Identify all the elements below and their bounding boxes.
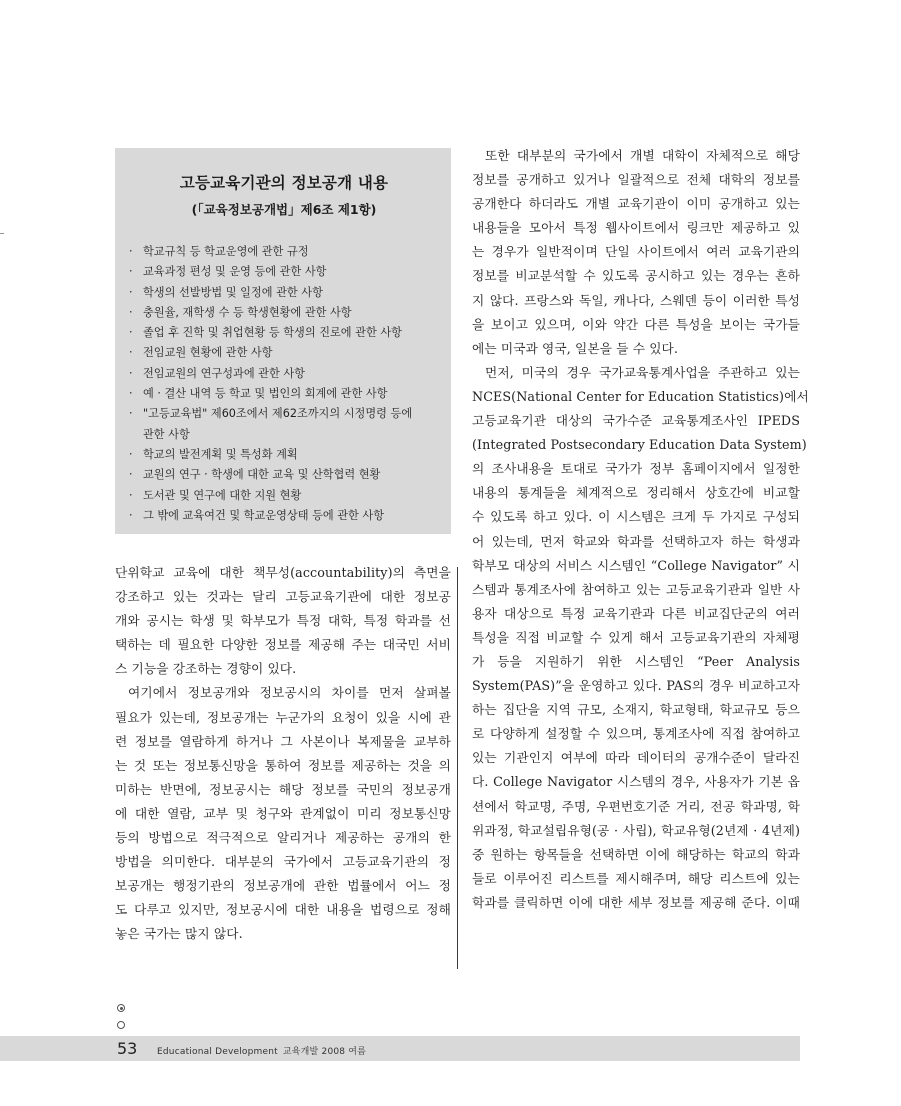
body-text-line: 는 것 또는 정보통신망을 통하여 정보를 제공하는 것을 의: [115, 757, 451, 773]
body-text-line: 개와 공시는 학생 및 학부모가 특정 대학, 특정 학과를 선: [115, 613, 451, 629]
sidebox-item-text: 도서관 및 연구에 대한 지원 현황: [143, 488, 302, 502]
bullet-marker: ·: [129, 508, 133, 522]
body-text-line: 방법을 의미한다. 대부분의 국가에서 고등교육기관의 정: [115, 854, 451, 870]
body-text-line: 수 있도록 하고 있다. 이 시스템은 크게 두 가지로 구성되: [472, 509, 800, 525]
body-text-line: (Integrated Postsecondary Education Data System): [472, 437, 807, 453]
body-text-line: 에는 미국과 영국, 일본을 들 수 있다.: [472, 340, 679, 356]
bullet-marker: ·: [129, 305, 133, 319]
body-text-line: 하는 집단을 지역 규모, 소재지, 학교형태, 학교규모 등으: [472, 702, 800, 718]
bullet-marker: ·: [129, 326, 133, 340]
body-text-line: 단위학교 교육에 대한 책무성(accountability)의 측면을: [115, 565, 451, 580]
bullet-marker: ·: [129, 447, 133, 461]
body-text-line: 공개한다 하더라도 개별 교육기관이 이미 공개하고 있는: [472, 196, 800, 212]
bullet-marker: ·: [129, 387, 133, 401]
body-text-line: 내용의 통계들을 체계적으로 정리해서 상호간에 비교할: [472, 485, 800, 501]
sidebox-item-text: 그 밖에 교육여건 및 학교운영상태 등에 관한 사항: [143, 508, 385, 522]
sidebox-list-item: [129, 343, 439, 363]
bullet-marker: ·: [129, 245, 133, 258]
body-text-line: 필요가 있는데, 정보공개는 누군가의 요청이 있을 시에 관: [115, 709, 451, 725]
left-column: [115, 561, 451, 947]
sidebox-list-item: [129, 404, 439, 445]
sidebox-item-text: 학생의 선발방법 및 일정에 관한 사항: [143, 285, 323, 299]
footer-bar: [0, 1036, 800, 1061]
sidebox-item-text: 전임교원 현황에 관한 사항: [143, 346, 273, 360]
right-column: [472, 144, 809, 915]
body-text-line: 있는 기관인지 여부에 따라 데이터의 공개수준이 달라진: [472, 750, 800, 766]
sidebox-item-text: 전임교원의 연구성과에 관한 사항: [143, 366, 305, 380]
sidebox-list-item: [129, 242, 439, 262]
body-text-line: 미하는 반면에, 정보공시는 해당 정보를 국민의 정보공개: [115, 781, 451, 797]
body-text-line: 련 정보를 열람하게 하거나 그 사본이나 복제물을 교부하: [115, 733, 451, 749]
body-text-line: 어 있는데, 먼저 학교와 학과를 선택하고자 하는 학생과: [472, 533, 800, 549]
body-text-line: 위과정, 학교설립유형(공 · 사립), 학교유형(2년제 · 4년제): [472, 822, 800, 838]
body-text-line: 보공개는 행정기관의 정보공개에 관한 법률에서 어느 정: [115, 878, 451, 894]
sidebox-list: [129, 242, 439, 526]
body-text-line: 도 다루고 있지만, 정보공시에 대한 내용을 법령으로 정해: [115, 902, 451, 918]
sidebox-item-text: 학교의 발전계획 및 특성화 계획: [143, 447, 298, 461]
sidebox-list-item: [129, 465, 439, 485]
sidebox-item-text: "고등교육법" 제60조에서 제62조까지의 시정명령 등에: [143, 407, 413, 421]
journal-name-ko: 교육개발 2008 여름: [282, 1047, 367, 1057]
body-text-line: 여기에서 정보공개와 정보공시의 차이를 먼저 살펴볼: [128, 685, 451, 701]
bullet-marker: ·: [129, 285, 133, 299]
body-text-line: 스템과 통계조사에 참여하고 있는 고등교육기관과 일반 사: [472, 581, 800, 597]
sidebox-list-item: [129, 262, 439, 282]
bullet-marker: ·: [129, 366, 133, 380]
body-text-line: 션에서 학교명, 주명, 우편번호기준 거리, 전공 학과명, 학: [472, 798, 800, 814]
sidebox-title: 고등교육기관의 정보공개 내용: [179, 174, 389, 192]
body-text-line: 가 등을 지원하기 위한 시스템인 “Peer Analysis: [472, 653, 800, 669]
sidebox-list-item: [129, 303, 439, 323]
page-edge-mark: [0, 233, 4, 234]
body-text-line: 용자 대상으로 특정 교육기관과 다른 비교집단군의 여러: [472, 605, 800, 621]
body-text-line: 는 경우가 일반적이며 단일 사이트에서 여러 교육기관의: [472, 244, 800, 260]
bullet-marker: ·: [129, 407, 133, 421]
bullet-marker: ·: [129, 488, 133, 502]
sidebox-item-text: 교원의 연구 · 학생에 대한 교육 및 산학협력 현황: [143, 468, 381, 482]
body-text-line: 특성을 직접 비교할 수 있게 해서 고등교육기관의 자체평: [472, 629, 800, 645]
sidebox-list-item: [129, 323, 439, 343]
body-text-line: 학과를 클릭하면 이에 대한 세부 정보를 제공해 준다. 이때: [472, 894, 800, 910]
body-text-line: 택하는 데 필요한 다양한 정보를 제공해 주는 대국민 서비: [115, 637, 451, 653]
sidebox-subtitle: (「교육정보공개법」제6조 제1항): [191, 202, 377, 217]
body-text-line: 내용들을 모아서 특정 웹사이트에서 링크만 제공하고 있: [472, 220, 800, 236]
bullet-marker: ·: [129, 468, 133, 482]
body-text-line: 또한 대부분의 국가에서 개별 대학이 자체적으로 해당: [485, 148, 800, 163]
sidebox-list-item: [129, 283, 439, 303]
body-text-line: 다. College Navigator 시스템의 경우, 사용자가 기본 옵: [472, 774, 800, 790]
sidebox-list-item: [129, 506, 439, 526]
page-number: 53: [117, 1039, 138, 1058]
body-text-line: 강조하고 있는 것과는 달리 고등교육기관에 대한 정보공: [115, 589, 451, 605]
sidebox-item-text: 학교규칙 등 학교운영에 관한 규정: [143, 245, 309, 258]
body-text-line: 의 조사내용을 토대로 국가가 정부 홈페이지에서 일정한: [472, 461, 800, 477]
sidebox-item-text: 졸업 후 진학 및 취업현황 등 학생의 진로에 관한 사항: [143, 326, 402, 340]
body-text-line: 학부모 대상의 서비스 시스템인 “College Navigator” 시: [472, 557, 800, 573]
body-text-line: 들로 이루어진 리스트를 제시해주며, 해당 리스트에 있는: [472, 870, 800, 886]
body-text-line: 지 않다. 프랑스와 독일, 캐나다, 스웨덴 등이 이러한 특성: [472, 292, 800, 308]
sidebox-item-text: 예 · 결산 내역 등 학교 및 법인의 회계에 관한 사항: [143, 387, 388, 401]
body-text-line: System(PAS)”을 운영하고 있다. PAS의 경우 비교하고자: [472, 678, 800, 694]
body-text-line: 중 원하는 항목들을 선택하면 이에 해당하는 학교의 학과: [472, 846, 800, 862]
body-text-line: 정보를 비교분석할 수 있도록 공시하고 있는 경우는 흔하: [472, 268, 800, 284]
body-text-line: NCES(National Center for Education Statistics)에서: [472, 388, 809, 404]
sidebox-item-text: 교육과정 편성 및 운영 등에 관한 사항: [143, 265, 327, 279]
body-text-line: 등의 방법으로 적극적으로 알리거나 제공하는 공개의 한: [115, 830, 451, 846]
info-disclosure-sidebox: [115, 148, 451, 534]
empty-circle-icon: [117, 1021, 125, 1029]
column-divider: [457, 567, 458, 969]
sidebox-item-text: 충원율, 재학생 수 등 학생현황에 관한 사항: [143, 305, 352, 319]
filled-circle-icon: [117, 1004, 125, 1012]
body-text-line: 먼저, 미국의 경우 국가교육통계사업을 주관하고 있는: [485, 364, 800, 380]
bullet-marker: ·: [129, 346, 133, 360]
body-text-line: 놓은 국가는 많지 않다.: [115, 926, 243, 942]
sidebox-list-item: [129, 364, 439, 384]
body-text-line: 고등교육기관 대상의 국가수준 교육통계조사인 IPEDS: [472, 413, 800, 429]
sidebox-list-item: [129, 486, 439, 506]
bullet-marker: ·: [129, 265, 133, 279]
body-text-line: 에 대한 열람, 교부 및 청구와 관계없이 미리 정보통신망: [115, 805, 451, 821]
sidebox-list-item: [129, 445, 439, 465]
journal-name-en: Educational Development: [157, 1047, 278, 1057]
sidebox-list-item: [129, 384, 439, 404]
sidebox-item-text-continued: 관한 사항: [143, 427, 190, 441]
body-text-line: 정보를 공개하고 있거나 일괄적으로 전체 대학의 정보를: [472, 172, 800, 188]
journal-name: [157, 1044, 366, 1057]
body-text-line: 을 보이고 있으며, 이와 약간 다른 특성을 보이는 국가들: [472, 316, 800, 332]
body-text-line: 스 기능을 강조하는 경향이 있다.: [115, 661, 297, 677]
body-text-line: 로 다양하게 설정할 수 있으며, 통계조사에 직접 참여하고: [472, 726, 800, 742]
